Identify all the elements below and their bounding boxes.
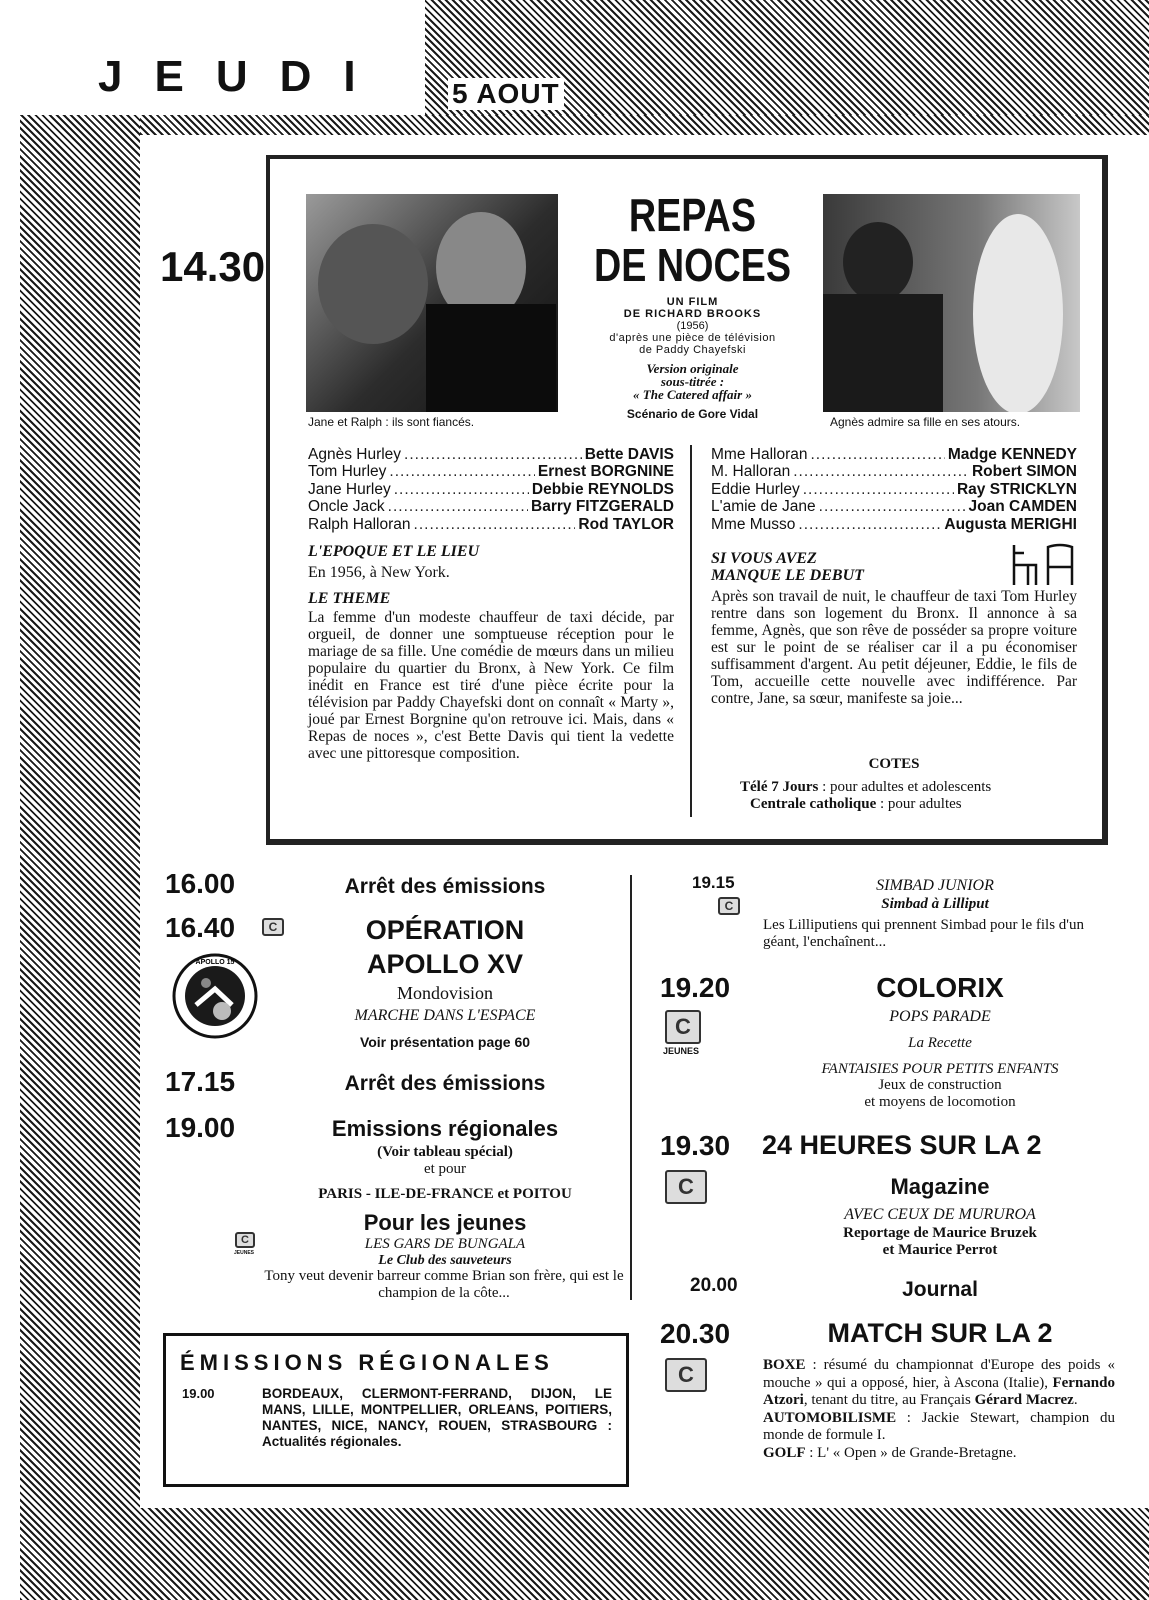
club-sauveteurs: Le Club des sauveteurs <box>378 1253 512 1268</box>
scenario-credit: Scénario de Gore Vidal <box>626 407 759 421</box>
source-line-1: d'après une pièce de télévision <box>609 332 776 344</box>
colour-icon-2030: C <box>665 1358 707 1392</box>
time-1715: 17.15 <box>165 1066 236 1097</box>
source-line-2: de Paddy Chayefski <box>639 344 746 356</box>
fantaisies: FANTAISIES POUR PETITS ENFANTS <box>821 1061 1059 1077</box>
caption-right: Agnès admire sa fille en ses atours. <box>830 415 1021 429</box>
cast-actor: Augusta MERIGHI <box>944 515 1077 533</box>
version-line-2: sous-titrée : <box>660 374 725 389</box>
theme-heading: LE THEME <box>308 590 391 607</box>
debut-text: Après son travail de nuit, le chauffeur de taxi Tom Hurley rentre dans son logement du Bronx. Il annonce à sa femme, Agnès, que son rêve de posséder sa propre voiture est sur le point de se réaliser car il a pu économiser suffisamment d'argent. Au petit déjeuner, Eddie, le fils de Tom, accueille cette nouvelle avec indifférence. Par contre, Jane, sa sœur, manifeste sa joie... <box>711 588 1077 707</box>
title-block <box>570 190 815 421</box>
time-1600: 16.00 <box>165 868 236 899</box>
film-year: (1956) <box>676 320 709 332</box>
cast-actor: Madge KENNEDY <box>947 446 1077 463</box>
cote-2-value: : pour adultes <box>879 796 962 812</box>
cast-role: Agnès Hurley <box>308 446 402 463</box>
jeunes-badge-left: JEUNES <box>234 1250 255 1256</box>
cast-leader-dots <box>389 463 535 480</box>
day-title: JEUDI <box>98 52 388 101</box>
arret-2: Arrêt des émissions <box>344 1072 546 1095</box>
cast-actor: Robert SIMON <box>971 463 1077 481</box>
mururoa: AVEC CEUX DE MURUROA <box>844 1206 1036 1223</box>
cast-leader-dots <box>810 446 944 463</box>
colour-icon-1930: C <box>665 1170 707 1204</box>
boxe-label: BOXE <box>763 1357 806 1373</box>
cast-list-right <box>711 446 1077 533</box>
cast-row <box>308 446 674 463</box>
time-1900: 19.00 <box>165 1112 236 1143</box>
photo-jane-ralph <box>306 194 558 412</box>
reportage-line-1: Reportage de Maurice Bruzek <box>843 1225 1037 1241</box>
cast-role: Mme Halloran <box>711 446 808 463</box>
cast-row <box>711 481 1077 498</box>
cast-actor: Bette DAVIS <box>584 446 674 463</box>
cast-row <box>711 446 1077 463</box>
cast-role: Tom Hurley <box>308 463 387 481</box>
date-label: 5 AOUT <box>448 78 564 110</box>
cote-2-label: Centrale catholique <box>750 796 877 812</box>
simbad-text: Les Lilliputiens qui prennent Simbad pour le fils d'un géant, l'enchaînent... <box>763 917 1084 950</box>
cote-1 <box>740 779 991 796</box>
left-hatch-side <box>20 115 140 1600</box>
cote-1-label: Télé 7 Jours <box>740 779 819 795</box>
epoque-text: En 1956, à New York. <box>308 564 450 581</box>
colour-icon-1640: C <box>262 918 284 936</box>
cote-1-value: : pour adultes et adolescents <box>822 779 992 795</box>
mondovision: Mondovision <box>396 983 493 1003</box>
pour-les-jeunes: Pour les jeunes <box>363 1210 527 1235</box>
cast-role: Jane Hurley <box>308 480 391 498</box>
cast-leader-dots <box>388 498 528 515</box>
match-text: BOXE : résumé du championnat d'Europe des poids « mouche » qui a opposé, hier, à Ascona (Italie), Fernando Atzori, tenant du titre, au Français Gérard Macrez. AUTOMOBILISME : Jackie Stewart, champion du monde de formule I. GOLF : L' « Open » de Grande-Bretagne. <box>763 1357 1115 1461</box>
gars-bungala: LES GARS DE BUNGALA <box>364 1236 526 1252</box>
cotes-heading: COTES <box>868 756 920 772</box>
figure-left <box>318 224 428 344</box>
cast-leader-dots <box>803 481 954 498</box>
cast-leader-dots <box>793 463 969 480</box>
et-pour: et pour <box>423 1161 467 1177</box>
simbad-subtitle: Simbad à Lilliput <box>881 896 989 912</box>
cast-row <box>711 498 1077 515</box>
debut-heading-2: MANQUE LE DEBUT <box>711 567 864 584</box>
regionales-title: ÉMISSIONS RÉGIONALES <box>180 1350 554 1375</box>
cast-leader-dots <box>404 446 582 463</box>
boxe-text-2: , tenant du titre, au Français <box>803 1392 975 1408</box>
apollo-patch-text: APOLLO 15 <box>195 959 235 966</box>
regionales-text: BORDEAUX, CLERMONT-FERRAND, DIJON, LE MANS, LILLE, MONTPELLIER, ORLEANS, POITIERS, NANTES, NICE, NANCY, ROUEN, STRASBOURG : Actualités régionales. <box>262 1386 612 1449</box>
regionales-time: 19.00 <box>182 1386 215 1401</box>
golf-label: GOLF <box>763 1444 806 1461</box>
jeunes-badge-1920: JEUNES <box>663 1046 700 1056</box>
version-line-1: Version originale <box>646 361 739 376</box>
cast-role: Mme Musso <box>711 515 796 533</box>
caption-left: Jane et Ralph : ils sont fiancés. <box>308 415 475 429</box>
time-1920: 19.20 <box>660 972 731 1003</box>
auto-label: AUTOMOBILISME <box>763 1409 897 1426</box>
film-line-2: DE RICHARD BROOKS <box>623 308 762 320</box>
epoque-heading: L'EPOQUE ET LE LIEU <box>308 543 480 560</box>
cast-actor: Debbie REYNOLDS <box>531 480 674 498</box>
feature-title-1: REPAS <box>628 189 757 241</box>
arret-1: Arrêt des émissions <box>344 875 546 898</box>
cast-row <box>308 481 674 498</box>
figure-bride <box>973 214 1063 412</box>
cast-actor: Rod TAYLOR <box>578 515 674 533</box>
jeux-line-2: et moyens de locomotion <box>864 1094 1016 1110</box>
cast-row <box>711 516 1077 533</box>
cast-list-left <box>308 446 674 533</box>
simbad-title: SIMBAD JUNIOR <box>876 877 994 894</box>
bottom-hatch <box>20 1508 1149 1600</box>
cast-leader-dots <box>819 498 966 515</box>
feature-column-divider <box>690 445 692 817</box>
boxer-atzori: Fernando Atzori <box>763 1374 1115 1408</box>
colour-icon-jeunes-left: C <box>235 1232 255 1248</box>
debut-heading-1: SI VOUS AVEZ <box>711 550 817 567</box>
cast-actor: Ernest BORGNINE <box>537 463 674 481</box>
cast-actor: Barry FITZGERALD <box>531 498 674 516</box>
jeux-line-1: Jeux de construction <box>878 1077 1002 1093</box>
cast-actor: Ray STRICKLYN <box>956 480 1077 498</box>
journal: Journal <box>902 1278 978 1301</box>
left-hatch-band <box>20 115 1149 135</box>
time-2000: 20.00 <box>690 1275 738 1296</box>
cast-row <box>308 516 674 533</box>
heures-title: 24 HEURES SUR LA 2 <box>762 1130 1042 1160</box>
match-title: MATCH SUR LA 2 <box>827 1318 1053 1348</box>
la-recette: La Recette <box>908 1035 972 1051</box>
boxe-text: : résumé du championnat d'Europe des poids « mouche » qui a opposé, hier, à Ascona (Italie), <box>763 1357 1115 1391</box>
cast-row <box>711 463 1077 480</box>
version-line-3: « The Catered affair » <box>633 387 752 402</box>
figure-suit <box>426 304 556 412</box>
cast-leader-dots <box>798 516 941 533</box>
figure-mother <box>843 222 913 302</box>
cast-role: Ralph Halloran <box>308 515 411 533</box>
cast-leader-dots <box>414 516 576 533</box>
marche-espace: MARCHE DANS L'ESPACE <box>354 1007 536 1024</box>
magazine: Magazine <box>890 1174 990 1199</box>
paris-region: PARIS - ILE-DE-FRANCE et POITOU <box>318 1186 572 1202</box>
cote-2 <box>750 796 962 813</box>
feature-title-2: DE NOCES <box>593 239 792 291</box>
cast-role: Eddie Hurley <box>711 480 800 498</box>
cast-role: M. Halloran <box>711 463 791 481</box>
photo-agnes-bride <box>823 194 1080 412</box>
tony-text: Tony veut devenir barreur comme Brian son frère, qui est le champion de la côte... <box>264 1268 624 1301</box>
cast-leader-dots <box>394 481 529 498</box>
time-1640: 16.40 <box>165 912 236 943</box>
figure-mother-body <box>823 294 943 412</box>
colour-icon-1920: C <box>665 1010 701 1044</box>
voir-tableau: (Voir tableau spécial) <box>377 1144 513 1160</box>
time-1915: 19.15 <box>692 873 735 892</box>
reportage-line-2: et Maurice Perrot <box>882 1242 998 1258</box>
feature-time: 14.30 <box>160 243 266 290</box>
colorix-title: COLORIX <box>876 972 1004 1003</box>
theme-text: La femme d'un modeste chauffeur de taxi décide, par orgueil, de donner une somptueuse réception pour le mariage de sa fille. Une comédie de mœurs dans un milieu populaire du quartier du Bronx, à New York. Ce film inédit en France est tiré d'une pièce écrite pour la télévision par Paddy Chayefski dont on connaît « Marty », joué par Ernest Borgnine qu'on retrouve ici. Mais, dans « Repas de noces », c'est Bette Davis qui tient la vedette avec une pittoresque composition. <box>308 609 674 762</box>
emissions-regionales: Emissions régionales <box>331 1116 559 1141</box>
apollo-patch-logo <box>172 953 258 1039</box>
boxer-macrez: Gérard Macrez <box>974 1392 1074 1408</box>
colour-icon-1915: C <box>718 897 740 915</box>
cast-role: L'amie de Jane <box>711 498 816 516</box>
golf-text: : L' « Open » de Grande-Bretagne. <box>805 1444 1017 1461</box>
voir-presentation: Voir présentation page 60 <box>359 1034 531 1050</box>
apollo-title-2: APOLLO XV <box>366 949 523 979</box>
cast-row <box>308 498 674 515</box>
apollo-title-1: OPÉRATION <box>365 915 525 945</box>
time-2030: 20.30 <box>660 1318 731 1349</box>
pops-parade: POPS PARADE <box>889 1008 991 1025</box>
schedule-divider <box>630 875 632 1300</box>
auto-text: : Jackie Stewart, champion du monde de formule I. <box>763 1409 1115 1443</box>
cast-role: Oncle Jack <box>308 498 385 516</box>
chairs-icon <box>1010 543 1075 587</box>
film-line-1: UN FILM <box>666 296 719 308</box>
cast-actor: Joan CAMDEN <box>968 498 1077 516</box>
cast-row <box>308 463 674 480</box>
time-1930: 19.30 <box>660 1130 731 1161</box>
